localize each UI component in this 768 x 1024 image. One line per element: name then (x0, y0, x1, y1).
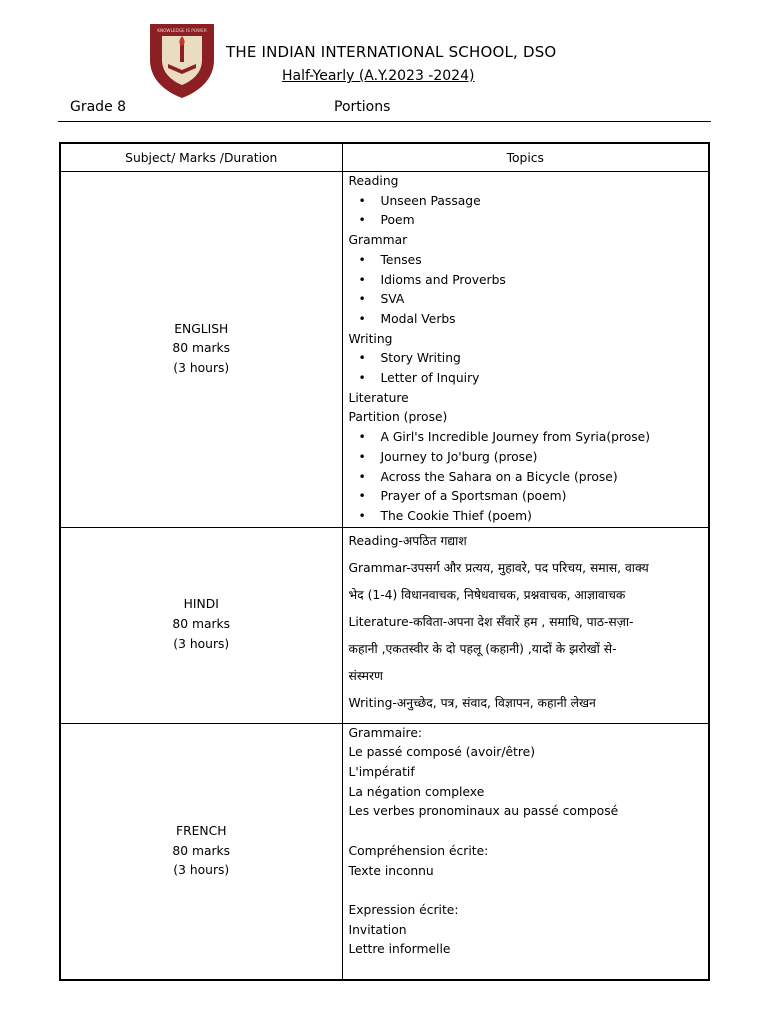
list-item: • A Girl's Incredible Journey from Syria(prose) (358, 430, 651, 445)
hindi-marks: 80 marks (172, 617, 231, 632)
spacer (349, 881, 705, 901)
hindi-line: Literature-कविता-अपना देश सँवारें हम , समाधि, पाठ-सज़ा- (348, 614, 634, 629)
table-row-hindi (60, 527, 709, 723)
french-topics-cell (342, 723, 709, 980)
french-marks: 80 marks (172, 843, 231, 858)
english-subject: ENGLISH (174, 321, 229, 336)
hindi-line: Reading-अपठित गद्याश (348, 533, 467, 548)
portions-table (59, 142, 710, 981)
list-item: La négation complexe (348, 784, 485, 799)
hindi-duration: (3 hours) (173, 637, 230, 652)
list-item: • Prayer of a Sportsman (poem) (358, 489, 567, 504)
list-item: Invitation (348, 922, 407, 937)
spacer (349, 822, 705, 842)
list-item: • Story Writing (358, 351, 461, 366)
list-item: Lettre informelle (348, 942, 451, 957)
english-subject-cell (60, 172, 342, 528)
french-grammaire-heading: Grammaire: (348, 725, 423, 740)
header-subject: Subject/ Marks /Duration (60, 143, 342, 172)
list-item: • Journey to Jo'burg (prose) (358, 449, 538, 464)
english-partition: Partition (prose) (348, 410, 448, 425)
english-topics-cell (342, 172, 709, 528)
english-literature-heading: Literature (348, 390, 409, 405)
french-subject-cell (60, 723, 342, 980)
list-item: • Poem (358, 213, 415, 228)
french-expression-heading: Expression écrite: (348, 902, 459, 917)
list-item: • The Cookie Thief (poem) (358, 508, 532, 523)
english-duration: (3 hours) (173, 361, 230, 376)
list-item: Le passé composé (avoir/être) (348, 745, 535, 760)
school-name: THE INDIAN INTERNATIONAL SCHOOL, DSO (226, 43, 557, 61)
table-row-french (60, 723, 709, 980)
english-marks: 80 marks (172, 341, 231, 356)
school-logo (144, 20, 220, 100)
hindi-line: भेद (1-4) विधानवाचक, निषेधवाचक, प्रश्नवाचक, आज्ञावाचक (348, 587, 626, 602)
list-item: • Letter of Inquiry (358, 371, 480, 386)
english-grammar-heading: Grammar (348, 233, 408, 248)
grade-label: Grade 8 (70, 99, 127, 115)
list-item: • Modal Verbs (358, 311, 456, 326)
hindi-line: कहानी ,एकतस्वीर के दो पहलू (कहानी) ,यादों के झरोखों से- (348, 641, 617, 656)
hindi-subject: HINDI (183, 597, 219, 612)
exam-title: Half-Yearly (A.Y.2023 -2024) (282, 68, 475, 84)
list-item: L'impératif (348, 765, 415, 780)
english-reading-heading: Reading (348, 174, 399, 188)
french-comprehension-heading: Compréhension écrite: (348, 843, 489, 858)
header-topics: Topics (342, 143, 709, 172)
hindi-line: Writing-अनुच्छेद, पत्र, संवाद, विज्ञापन, कहानी लेखन (348, 695, 596, 710)
hindi-line: संस्मरण (348, 668, 383, 683)
english-writing-heading: Writing (348, 331, 393, 346)
list-item: • SVA (358, 292, 405, 307)
french-duration: (3 hours) (173, 863, 230, 878)
list-item: Les verbes pronominaux au passé composé (348, 804, 619, 819)
hindi-topics-cell (342, 527, 709, 723)
svg-text:KNOWLEDGE IS POWER: KNOWLEDGE IS POWER (157, 28, 207, 33)
hindi-subject-cell (60, 527, 342, 723)
list-item: • Tenses (358, 252, 422, 267)
table-row-english (60, 172, 709, 528)
list-item: Texte inconnu (348, 863, 434, 878)
list-item: • Unseen Passage (358, 193, 481, 208)
portions-label: Portions (334, 99, 391, 115)
hindi-line: Grammar-उपसर्ग और प्रत्यय, मुहावरे, पद परिचय, समास, वाक्य (348, 560, 649, 575)
list-item: • Across the Sahara on a Bicycle (prose) (358, 469, 618, 484)
list-item: • Idioms and Proverbs (358, 272, 506, 287)
french-subject: FRENCH (176, 823, 227, 838)
header-divider (58, 121, 711, 122)
